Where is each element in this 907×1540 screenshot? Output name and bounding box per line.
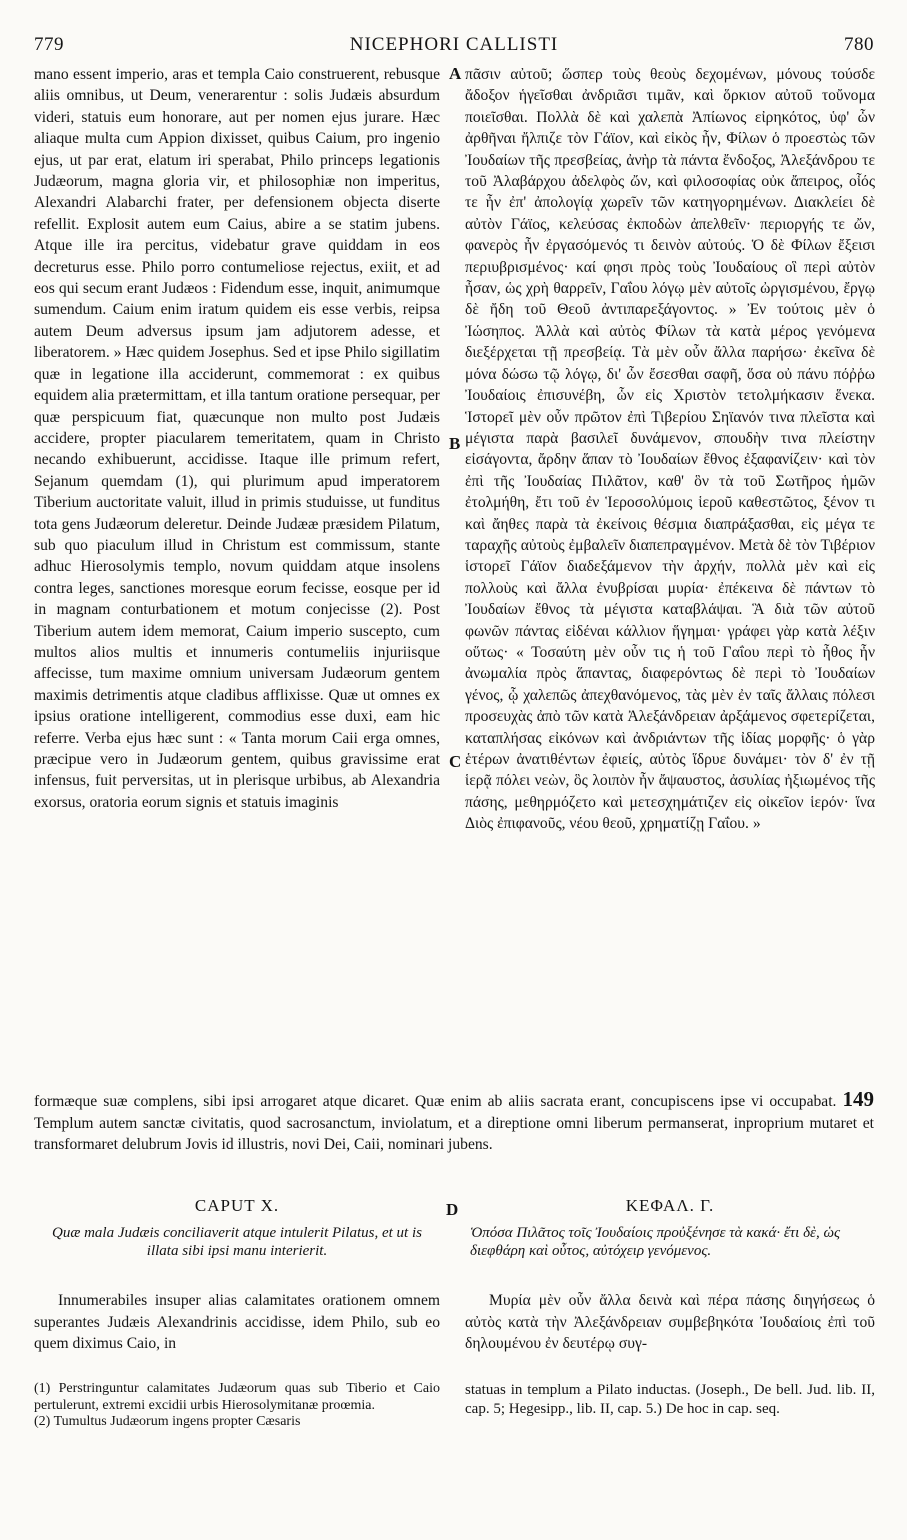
chapter-body-latin: Innumerabiles insuper alias calamitates orationem omnem superantes Judæis Alexandrinis accidisse, idem Philo, sub eo quem diximus Caio, in — [34, 1292, 440, 1352]
latin-column: mano essent imperio, aras et templa Caio construerent, rebusque aliis omnibus, ut Deum, venerarentur : solis Judæis absurdum videri, statuis eum honorare, aut per nomen ejus jurare. Hæc aliaque multa cum Appion dixisset, quibus Caium, pro ingenio ejus, ut par erat, elatum iri sperabat, Philo princeps legationis Judæorum, magna gloria vir, et philosophiæ non imperitus, Alexandri Alabarchi frater, per defensionem objecta diserte refellit. Explosit autem eum Caius, abire a se statim jubens. Atque ille ira percitus, videbatur grave quiddam in eos decreturus esse. Philo porro contumeliose rejectus, exiit, et ad eos qui secum erant Judæos : Fidendum esse, inquit, animumque sumendum. Caium enim iratum quidem eis esse verbis, reipsa autem Deum adversus ipsum jam adjutorem adesse, et liberatorem. » Hæc quidem Josephus. Sed et ipse Philo sigillatim quæ in legatione illa acciderunt, commemorat : ex quibus equidem alia prætermittam, et illa tantum oratione persequar, per quæ perspicuum fiat, quæcunque non multo post Judæis accidere, propter piacularem temeritatem, quam in Christo necando exhibuerunt, accidisse. Itaque ille primum refert, Sejanum quemdam (1), qui plurimum apud imperatorem Tiberium auctoritate valuit, illud in primis studuisse, ut funditus tota gens Judæorum deleretur. Deinde Judææ præsidem Pilatum, sub quo piaculum illud in Christum est commissum, stante adhuc Hierosolymis templo, novum quiddam atque insolens contra leges, sanctiones moresque eorum fecisse, eosque per id in magnam conturbationem et motum conjecisse (2). Post Tiberium autem idem memorat, Caium imperio suscepto, cum multos alios multis et innumeris contumeliis injuriisque affecisse, tum maxime omnium universam Judæorum gentem maximis detrimentis atque cladibus afflixisse. Quæ ut omnes ex ipsius oratione intelligerent, commodius esse duxi, eam hic referre. Verba ejus hæc sunt : « Tanta morum Caii erga omnes, præcipue vero in Judæorum gentem, quibus gravissime erat infensus, fuit perversitas, ut in plerisque urbibus, ab Alexandria exorsus, oratoria eorum signis et statuis imaginis — [34, 66, 440, 811]
section-marker-c: C — [449, 752, 462, 771]
full-width-text-2: Templum autem sanctæ civitatis, quod sacrosanctum, inviolatum, et a direptione omni liberum permanserat, inproprium mutaret et transformaret delubrum Jovis id illustris, novi Dei, Caii, nominari jubens. — [34, 1114, 874, 1154]
greek-column: πᾶσιν αὐτοῦ; ὥσπερ τοὺς θεοὺς δεχομένων, μόνους τούσδε ἄδοξον ἡγεῖσθαι ἀνδριᾶσι τιμᾶν, καὶ ὅρκιον αὐτοῦ τοὔνομα ποιεῖσθαι. Πολλὰ δὲ καὶ χαλεπὰ Ἀπίωνος εἰρηκότος, ὑφ' ὧν ἀρθῆναι ἤλπιζε τὸν Γάϊον, καὶ εἰκὸς ἦν, Φίλων ὁ προεστὼς τῶν Ἰουδαίων τῆς πρεσβείας, ἀνὴρ τὰ πάντα ἔνδοξος, Ἀλεξάνδρου τε τοῦ Ἀλαβάρχου ἀδελφὸς ὤν, καὶ φιλοσοφίας οὐκ ἄπειρος, οἷός τε ἦν ἐπ' ἀπολογίᾳ χωρεῖν τῶν κατηγορημένων. Διακλείει δὲ αὐτὸν Γάϊος, κελεύσας ἐκποδὼν ἀπελθεῖν· περιοργής τε ὤν, φανερὸς ἦν ἐργασόμενός τι δεινὸν αὐτούς. Ὁ δὲ Φίλων ἔξεισι περιυβρισμένος· καί φησι πρὸς τοὺς Ἰουδαίους οἳ περὶ αὐτὸν ἦσαν, ὡς χρὴ θαρρεῖν, Γαΐου λόγῳ μὲν αὐτοῖς ὠργισμένου, ἔργῳ δὲ ἤδη τοῦ Θεοῦ ἀντιπαρεξάγοντος. » Ἐν τούτοις μὲν ὁ Ἰώσηπος. Ἀλλὰ καὶ αὐτὸς Φίλων τὰ κατὰ μέρος γενόμενα διεξέρχεται τῇ πρεσβείᾳ. Τὰ μὲν οὖν ἄλλα παρήσω· ἐκεῖνα δὲ μόνα δώσω τῷ λόγῳ, δι' ὧν ἔσεσθαι σαφῆ, ὅσα οὐ πάνυ πόῤῥω Ἰουδαίοις ἐπισυνέβη, ὧν εἰς Χριστὸν τετολμήκασιν ἕνεκα. Ἱστορεῖ μὲν οὖν πρῶτον ἐπὶ Τιβερίου Σηϊανόν τινα πλεῖστα καὶ μέγιστα παρὰ βασιλεῖ δυνάμενον, σπουδὴν τινα πλείστην εἰσάγοντα, ἄρδην ἅπαν τὸ Ἰουδαίων ἔθνος ἐξαφανίζειν· καὶ τὸν ἐπὶ τῆς Ἰουδαίας Πιλᾶτον, καθ' ὃν τὰ τοῦ Σωτῆρος ἡμῶν ἐτολμήθη, ἔτι τοῦ ἐν Ἱεροσολύμοις ἱεροῦ καθεστῶτος, ξένον τι καὶ ἄηθες παρὰ τὰ ἐκείνοις θέσμια διαπράξασθαι, εἰς μέγα τε ταραχῆς αὐτοὺς ἐμβαλεῖν διαπεπραγμένον. Μετὰ δὲ τὸν Τιβέριον ἱστορεῖ Γάϊον διαδεξάμενον τὴν ἀρχήν, πολλὰ μὲν καὶ εἰς πολλοὺς καὶ ἄλλα ἐνυβρίσαι μυρία· ἐπέκεινα δὲ πάντων τὸ Ἰουδαίων ἔθνος τὰ μέγιστα καταβλάψαι. Ἃ διὰ τῶν αὐτοῦ φωνῶν πάντας εἰδέναι κάλλιον ἥγημαι· γράφει γὰρ κατὰ λέξιν οὕτως· « Τοσαύτη μὲν οὖν τις ἡ τοῦ Γαΐου περὶ τὸ ἦθος ἦν ἀνωμαλία πρὸς ἅπαντας, διαφερόντως δὲ περὶ τὸ Ἰουδαίων γένος, ᾧ χαλεπῶς ἀπεχθανόμενος, τὰς μὲν ἐν ταῖς ἄλλαις πόλεσι προσευχὰς ἀπὸ τῶν κατὰ Ἀλεξάνδρειαν ἀρξάμενος σφετερίζεται, καταπλήσας εἰκόνων καὶ ἀνδριάντων τῆς ἰδίας μορφῆς· ὁ γὰρ ἑτέρων ἀνατιθέντων ἐφιείς, αὐτὸς ἵδρυε δυνάμει· τὸν δ' ἐν τῇ ἱερᾷ πόλει νεὼν, ὃς λοιπὸν ἦν ἄψαυστος, ἀσυλίας ἠξιωμένος τῆς πάσης, μεθηρμόζετο καὶ μετεσχημάτιζεν εἰς οἰκεῖον ἱερόν· ἵνα Διὸς ἐπιφανοῦς, νέου θεοῦ, χρηματίζῃ Γαΐου. » — [465, 66, 875, 833]
inline-page-number: 149 — [842, 1087, 874, 1111]
running-title: NICEPHORI CALLISTI — [349, 34, 559, 55]
page-number-left: 779 — [34, 34, 64, 55]
running-header — [34, 34, 874, 58]
chapter-title-latin: CAPUT X. — [194, 1196, 280, 1215]
footnote-1: (1) Perstringuntur calamitates Judæorum quas sub Tiberio et Caio pertulerunt, extremi excidii urbis Hierosolymitanæ proœmia. — [34, 1381, 440, 1413]
section-marker-d: D — [446, 1200, 459, 1219]
footnote-2-continued: statuas in templum a Pilato inductas. (Joseph., De bell. Jud. lib. II, cap. 5; Hegesipp., lib. II, cap. 5.) De hoc in cap. seq. — [465, 1382, 875, 1417]
footnote-2: (2) Tumultus Judæorum ingens propter Cæsaris — [34, 1414, 301, 1429]
footnotes-left — [34, 1381, 440, 1431]
page-number-right: 780 — [844, 34, 874, 55]
section-marker-a: A — [449, 64, 462, 83]
full-width-paragraph — [34, 1089, 874, 1189]
chapter-summary-latin: Quæ mala Judæis conciliaverit atque intulerit Pilatus, et ut is illata sibi ipsi manu interierit. — [52, 1225, 422, 1259]
chapter-summary-greek: Ὁπόσα Πιλᾶτος τοῖς Ἰουδαίοις προὐξένησε τὰ κακά· ἔτι δὲ, ὡς διεφθάρη καὶ οὗτος, αὐτόχειρ γενόμενος. — [470, 1225, 841, 1259]
chapter-body-greek: Μυρία μὲν οὖν ἄλλα δεινὰ καὶ πέρα πάσης διηγήσεως ὁ αὐτὸς κατὰ τὴν Ἀλεξάνδρειαν συμβεβηκότα Ἰουδαίοις ἐπὶ τοῦ δηλουμένου ἐν δευτέρῳ συγ- — [465, 1292, 875, 1352]
chapter-title-greek: ΚΕΦΑΛ. Γ. — [625, 1196, 715, 1215]
section-marker-b: B — [449, 434, 461, 453]
full-width-text-1: formæque suæ complens, sibi ipsi arrogaret atque dicaret. Quæ enim ab aliis sacrata erant, concupiscens ipse vi occupabat. — [34, 1093, 837, 1110]
footnotes-right — [465, 1381, 875, 1419]
